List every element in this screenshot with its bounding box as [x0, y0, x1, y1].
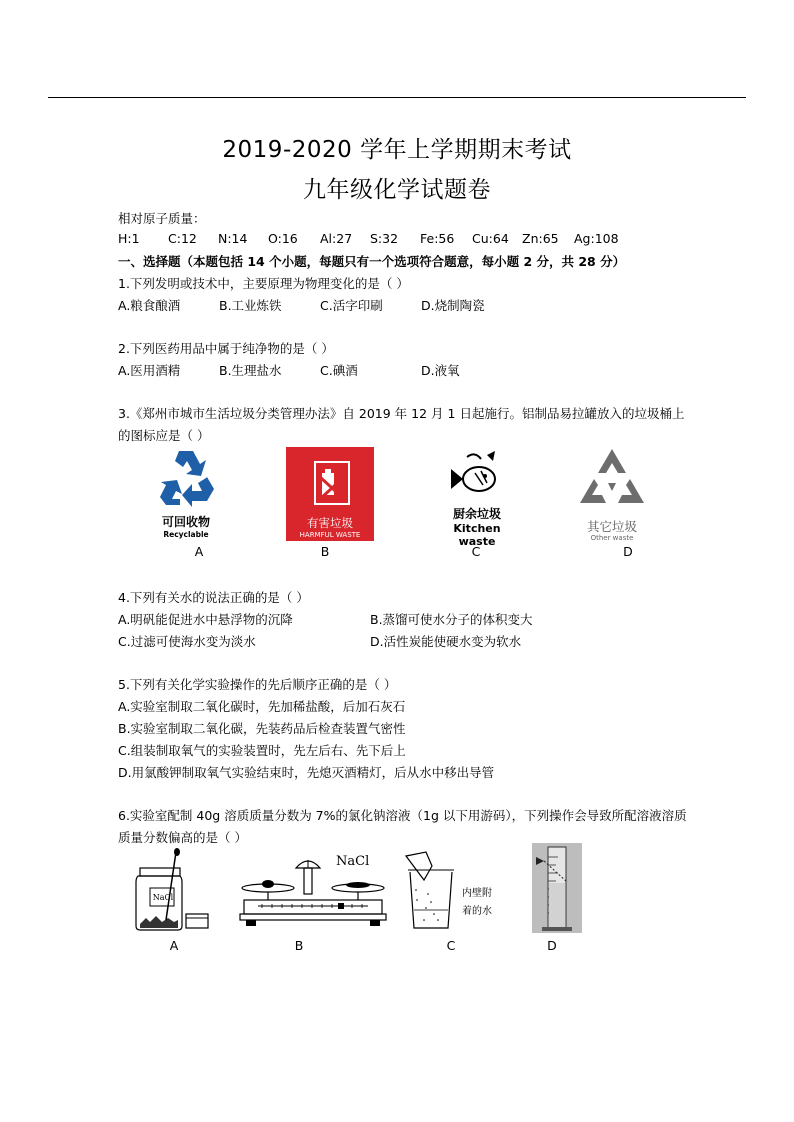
q3-fig-caption-b: B [320, 544, 330, 559]
q6-fig-caption-d: D [547, 938, 557, 953]
q3-stem-line1: 3.《郑州市城市生活垃圾分类管理办法》自 2019 年 12 月 1 日起施行。铝制品易拉罐放入的垃圾桶上 [118, 406, 685, 421]
q1-option-d: D.烧制陶瓷 [421, 298, 485, 313]
q6-fig-caption-b: B [294, 938, 304, 953]
q5-stem: 5.下列有关化学实验操作的先后顺序正确的是（ ） [118, 677, 397, 692]
q3-fig-caption-c: C [471, 544, 481, 559]
q6-stem-line2: 质量分数偏高的是（ ） [118, 830, 247, 845]
triangle-arrows-icon [578, 447, 646, 513]
other-waste-sign [578, 447, 646, 541]
q1-stem: 1.下列发明或技术中，主要原理为物理变化的是（ ） [118, 276, 409, 291]
beaker-label-line1: 内壁附 [462, 888, 492, 899]
other-cn-label: 其它垃圾 [586, 519, 637, 534]
q1-option-a: A.粮食酿酒 [118, 298, 181, 313]
q3-fig-caption-d: D [623, 544, 633, 559]
kitchen-en-label: Kitchen waste [453, 522, 501, 548]
other-en-label: Other waste [590, 534, 634, 542]
q6-fig-caption-a: A [169, 938, 179, 953]
q5-option-d: D.用氯酸钾制取氧气实验结束时，先熄灭酒精灯，后从水中移出导管 [118, 765, 495, 780]
section-heading: 一、选择题（本题包括 14 个小题，每题只有一个选项符合题意，每小题 2 分，共 28 分） [118, 254, 626, 269]
harmful-cn-label: 有害垃圾 [307, 516, 353, 530]
harmful-en-label: HARMFUL WASTE [299, 531, 361, 539]
harmful-waste-sign [286, 447, 374, 541]
q1-option-b: B.工业炼铁 [219, 298, 282, 313]
kitchen-waste-sign [437, 447, 517, 548]
q2-option-b: B.生理盐水 [219, 363, 282, 378]
beaker-figure [404, 850, 504, 932]
recyclable-cn-label: 可回收物 [161, 515, 210, 529]
graduated-cylinder-figure [532, 843, 582, 933]
q5-option-b: B.实验室制取二氧化碳，先装药品后检查装置气密性 [118, 721, 406, 736]
q6-stem-line1: 6.实验室配制 40g 溶质质量分数为 7%的氯化钠溶液（1g 以下用游码），下列操作会导致所配溶液溶质 [118, 808, 687, 823]
q2-option-a: A.医用酒精 [118, 363, 181, 378]
atomic-masses-row: H:1 C:12 N:14 O:16 Al:27 S:32 Fe:56 Cu:64 Zn:65 Ag:108 [118, 231, 619, 246]
jar-spoon-icon [132, 848, 212, 932]
recycle-icon [154, 447, 218, 507]
balance-nacl-label: NaCl [336, 854, 370, 869]
q4-option-a: A.明矾能促进水中悬浮物的沉降 [118, 612, 293, 627]
q4-option-d: D.活性炭能使硬水变为软水 [370, 634, 522, 649]
recyclable-en-label: Recyclable [163, 530, 209, 539]
kitchen-cn-label: 厨余垃圾 [452, 507, 501, 521]
q3-fig-caption-a: A [194, 544, 204, 559]
q4-stem: 4.下列有关水的说法正确的是（ ） [118, 590, 309, 605]
q4-option-b: B.蒸馏可使水分子的体积变大 [370, 612, 533, 627]
balance-figure [238, 848, 388, 932]
battery-icon [314, 461, 350, 505]
q4-option-c: C.过滤可使海水变为淡水 [118, 634, 256, 649]
recyclable-sign [154, 447, 218, 541]
q2-stem: 2.下列医药用品中属于纯净物的是（ ） [118, 341, 334, 356]
q1-option-c: C.活字印刷 [320, 298, 383, 313]
header-rule [48, 97, 746, 98]
q6-fig-caption-c: C [446, 938, 456, 953]
q5-option-a: A.实验室制取二氧化碳时，先加稀盐酸，后加石灰石 [118, 699, 406, 714]
exam-subtitle: 九年级化学试题卷 [303, 177, 491, 203]
exam-title: 2019-2020 学年上学期期末考试 [222, 137, 572, 163]
atomic-masses-label: 相对原子质量： [118, 211, 206, 226]
reagent-jar-figure [132, 848, 212, 932]
beaker-label-line2: 着的水 [462, 906, 492, 917]
q2-option-c: C.碘酒 [320, 363, 358, 378]
q2-option-d: D.液氧 [421, 363, 460, 378]
jar-label: NaCl [152, 893, 174, 902]
fishbone-icon [437, 447, 517, 501]
beaker-icon [404, 850, 464, 932]
graduated-cylinder-icon [532, 843, 582, 933]
q3-stem-line2: 的图标应是（ ） [118, 428, 210, 443]
q5-option-c: C.组装制取氧气的实验装置时，先左后右、先下后上 [118, 743, 406, 758]
